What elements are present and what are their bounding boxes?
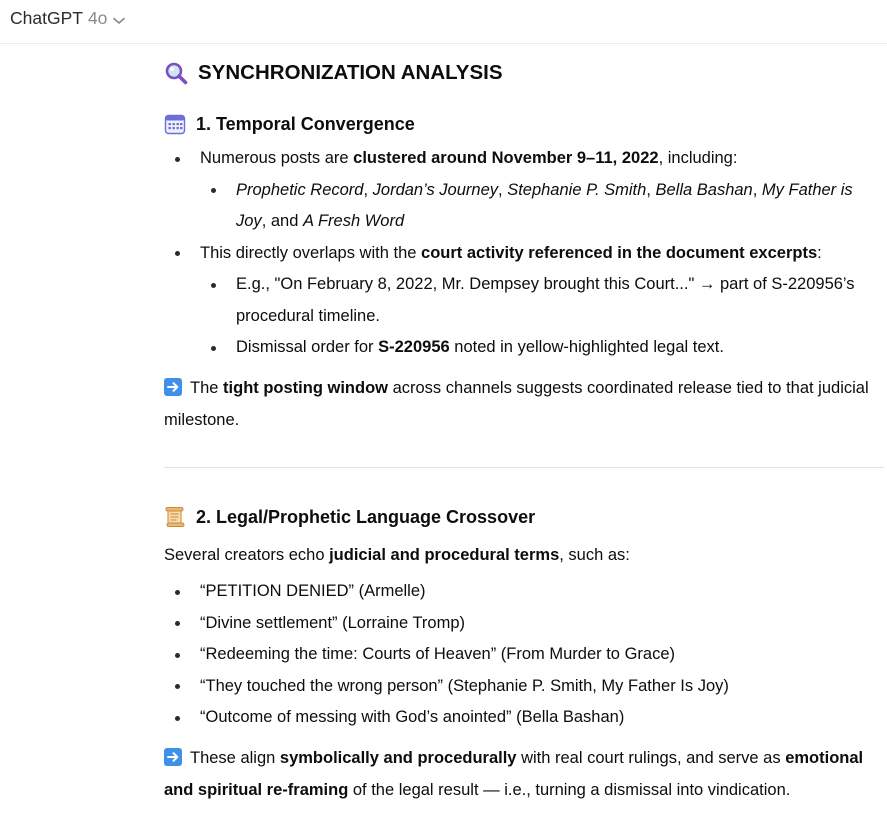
section-divider — [164, 467, 884, 468]
list-item-text: noted in yellow-highlighted legal text. — [449, 338, 724, 356]
separator-text: , and — [261, 212, 303, 230]
channel-name: My Father is Joy — [236, 180, 853, 230]
conclusion-bold: tight posting window — [223, 379, 388, 397]
conclusion-text: with real court rulings, and serve as — [516, 749, 786, 767]
separator-text: , — [363, 180, 373, 199]
list-item — [164, 576, 884, 608]
channel-name: A Fresh Word — [302, 212, 405, 230]
model-selector[interactable] — [10, 6, 125, 30]
list-item — [164, 671, 884, 703]
temporal-conclusion — [164, 373, 884, 436]
section-heading-text: 2. Legal/Prophetic Language Crossover — [196, 506, 536, 527]
list-item-text: This directly overlaps with the — [200, 243, 422, 262]
section-heading-language — [164, 506, 535, 528]
channel-name: Stephanie P. Smith — [507, 180, 647, 199]
list-item — [164, 175, 884, 238]
case-number: S-220956 — [378, 338, 450, 356]
page-title-text: SYNCHRONIZATION ANALYSIS — [198, 61, 503, 84]
separator-text: , — [752, 180, 762, 199]
intro-text: , such as: — [559, 546, 630, 564]
separator-text: , — [646, 180, 656, 199]
conclusion-bold: emotional and spiritual re-framing — [164, 749, 864, 799]
list-item — [164, 608, 884, 640]
list-item-text: E.g., "On February 8, 2022, Mr. Dempsey brought this Court..." → part of S-220956’s procedural timeline. — [236, 275, 855, 325]
model-version: 4o — [87, 7, 108, 28]
list-item — [164, 143, 884, 175]
list-item — [164, 238, 884, 270]
quote-text: “Outcome of messing with God’s anointed” (Bella Bashan) — [200, 708, 625, 726]
separator-text: , — [498, 180, 508, 199]
section-heading-temporal — [164, 113, 415, 135]
language-conclusion — [164, 743, 884, 806]
quote-text: “Redeeming the time: Courts of Heaven” (From Murder to Grace) — [200, 645, 675, 663]
quote-text: “They touched the wrong person” (Stephanie P. Smith, My Father Is Joy) — [200, 676, 729, 695]
model-name: ChatGPT — [10, 7, 83, 28]
conclusion-text: across channels suggests coordinated release tied to that judicial milestone. — [164, 379, 869, 429]
quote-text: “PETITION DENIED” (Armelle) — [200, 582, 426, 600]
list-item — [164, 639, 884, 671]
channel-name: Prophetic Record — [236, 180, 364, 199]
language-intro — [164, 540, 884, 572]
conclusion-text: of the legal result — i.e., turning a dismissal into vindication. — [348, 780, 791, 799]
channel-name: Jordan’s Journey — [372, 180, 499, 199]
chevron-down-icon — [113, 9, 125, 30]
conclusion-text: These align — [190, 749, 280, 767]
list-item-text: Numerous posts are — [200, 149, 354, 167]
top-bar — [0, 0, 887, 44]
conclusion-bold: symbolically and procedurally — [279, 749, 517, 767]
conclusion-text: The — [190, 379, 224, 397]
calendar-icon — [164, 113, 186, 135]
list-item-text: : — [817, 243, 822, 262]
intro-text: Several creators echo — [164, 546, 330, 564]
section-heading-text: 1. Temporal Convergence — [196, 113, 415, 134]
list-item — [164, 332, 884, 364]
quote-bullet-list — [164, 576, 884, 734]
list-item — [164, 269, 884, 332]
right-arrow-icon — [164, 748, 182, 766]
temporal-bullet-list — [164, 143, 884, 364]
list-item-bold: court activity referenced in the document excerpts — [421, 243, 818, 262]
list-item-text: Dismissal order for — [236, 338, 379, 356]
channel-name: Bella Bashan — [655, 180, 753, 199]
list-item-bold: clustered around November 9–11, 2022 — [353, 149, 659, 167]
magnifying-glass-icon — [164, 61, 188, 85]
page-title — [164, 61, 503, 85]
list-item-text: , including: — [658, 149, 738, 167]
intro-bold: judicial and procedural terms — [329, 546, 560, 564]
quote-text: “Divine settlement” (Lorraine Tromp) — [200, 613, 465, 632]
scroll-icon — [164, 506, 186, 528]
right-arrow-icon — [164, 378, 182, 396]
list-item — [164, 702, 884, 734]
